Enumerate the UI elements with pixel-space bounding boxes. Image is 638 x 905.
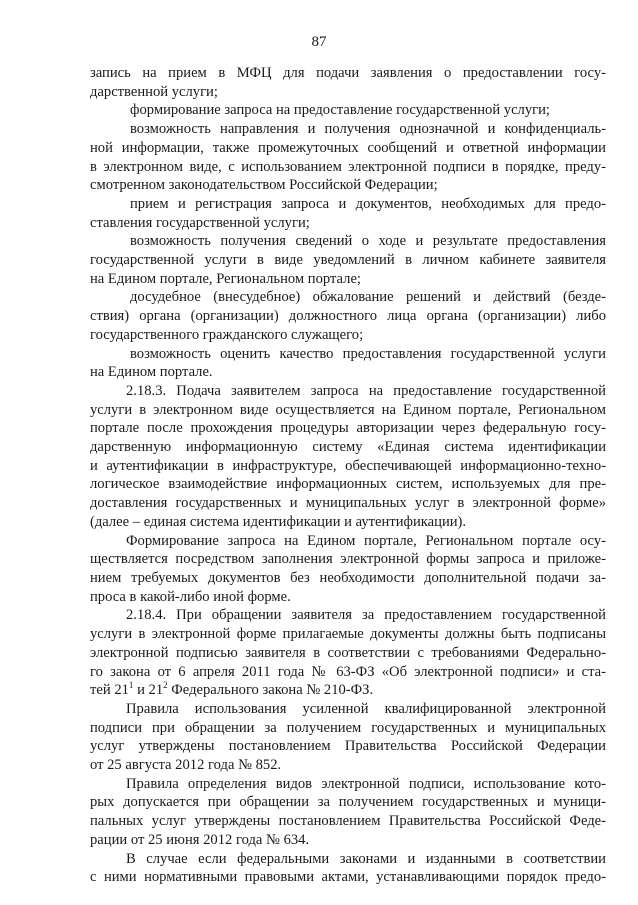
text-fragment: и 21 [133, 682, 164, 699]
text-line: на Едином портале, Региональном портале; [90, 270, 361, 287]
text-line: Правила определения видов электронной подписи, использование кото- [126, 775, 606, 792]
text-line: В случае если федеральными законами и изданными в соответствии [126, 850, 606, 867]
body-text [90, 64, 606, 887]
text-line: с ними нормативными правовыми актами, устанавливающими порядок предо- [90, 869, 606, 886]
text-line: формирование запроса на предоставление государственной услуги; [130, 102, 550, 119]
text-line: возможность направления и получения однозначной и конфиденциаль- [130, 121, 606, 138]
text-line: досудебное (внесудебное) обжалование решений и действий (безде- [130, 289, 606, 306]
text-line: запись на прием в МФЦ для подачи заявления о предоставлении госу- [90, 65, 606, 81]
text-fragment: тей 21 [90, 682, 129, 699]
text-line: на Едином портале. [90, 364, 213, 381]
superscript: 2 [163, 680, 168, 691]
text-line: Правила использования усиленной квалифицированной электронной [126, 700, 606, 717]
text-line: электронной подписью заявителя в соответствии с требованиями Федерально- [90, 644, 606, 661]
page-number: 87 [311, 34, 327, 50]
text-line: (далее – единая система идентификации и аутентификации). [90, 513, 467, 530]
text-line: ставления государственной услуги; [90, 214, 310, 231]
text-line: рации от 25 июня 2012 года № 634. [90, 831, 310, 848]
text-line: 2.18.4. При обращении заявителя за предоставлением государственной [126, 607, 606, 624]
text-line: 2.18.3. Подача заявителем запроса на предоставление государственной [126, 382, 606, 399]
text-line: государственной услуги в виде уведомлений в личном кабинете заявителя [90, 252, 606, 269]
text-line: в электронном виде, с использованием электронной подписи в порядке, преду- [90, 158, 606, 175]
text-line: ществляется посредством заполнения электронной формы запроса и приложе- [90, 551, 606, 568]
text-line: услуг утверждены постановлением Правительства Российской Федерации [90, 738, 606, 755]
text-line: государственного гражданского служащего; [90, 326, 364, 343]
text-line: возможность получения сведений о ходе и результате предоставления [130, 233, 606, 250]
text-line: возможность оценить качество предоставления государственной услуги [130, 345, 606, 362]
text-line: доставления государственных и муниципальных услуг в электронной форме» [90, 495, 606, 512]
text-line: дарственную информационную систему «Единая система идентификации [90, 439, 606, 456]
text-line: го закона от 6 апреля 2011 года № 63-ФЗ «Об электронной подписи» и ста- [90, 663, 606, 680]
text-line: услуги в электронном виде осуществляется на Едином портале, Региональном [90, 401, 606, 418]
text-line: проса в какой-либо иной форме. [90, 588, 291, 605]
text-line: пальных услуг утверждены постановлением Правительства Российской Феде- [90, 813, 606, 830]
text-line: нием требуемых документов без необходимости дополнительной подачи за- [90, 569, 606, 586]
text-line: от 25 августа 2012 года № 852. [90, 757, 282, 774]
text-line: услуги в электронной форме прилагаемые документы должны быть подписаны [90, 626, 606, 643]
text-line: ной информации, также промежуточных сообщений и ответной информации [90, 139, 606, 156]
text-fragment: Федерального закона № 210-ФЗ. [167, 682, 374, 699]
text-line: прием и регистрация запроса и документов, необходимых для предо- [130, 195, 606, 212]
text-line: логическое взаимодействие информационных систем, используемых для пре- [90, 476, 606, 493]
text-line: и аутентификации в инфраструктуре, обеспечивающей информационно-техно- [90, 457, 606, 474]
superscript: 1 [128, 680, 134, 691]
text-line: смотренном законодательством Российской Федерации; [90, 177, 438, 194]
text-line: подписи при обращении за получением государственных и муниципальных [90, 719, 606, 736]
text-line-superscript [90, 681, 606, 700]
text-line: рых допускается при обращении за получением государственных и муници- [90, 794, 606, 811]
text-line: дарственной услуги; [90, 83, 218, 100]
text-line: портале после прохождения процедуры авторизации через федеральную госу- [90, 420, 606, 437]
text-line: ствия) органа (организации) должностного лица органа (организации) либо [90, 308, 606, 325]
text-line: Формирование запроса на Едином портале, Региональном портале осу- [126, 532, 606, 549]
